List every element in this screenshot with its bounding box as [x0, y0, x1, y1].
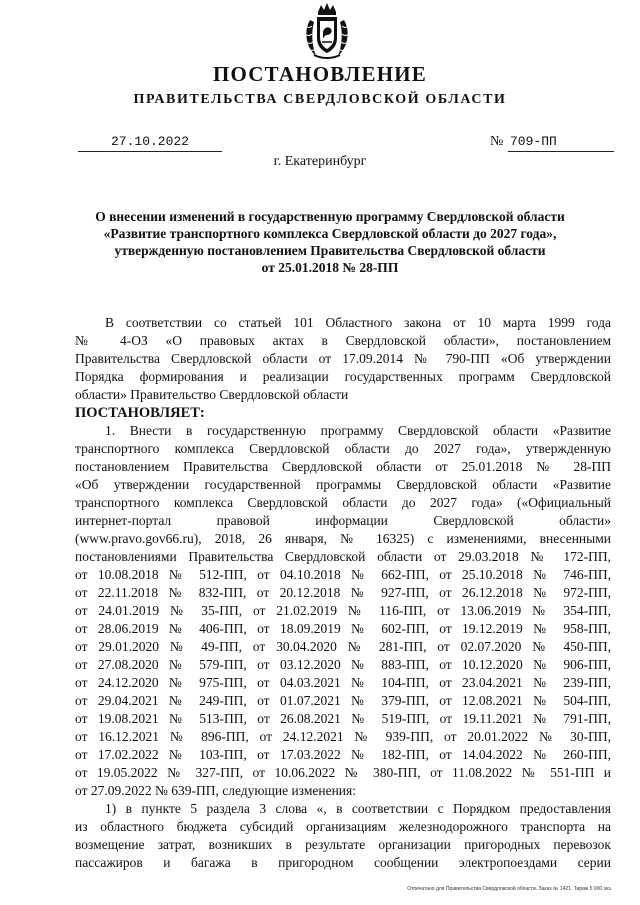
coat-of-arms-icon — [302, 2, 352, 60]
body-line: (www.pravo.gov66.ru), 2018, 26 января, № 16325) с изменениями, внесенными — [75, 531, 611, 546]
heading-line: «Развитие транспортного комплекса Свердловской области до 2027 года», — [103, 226, 557, 241]
document-body — [75, 314, 611, 872]
body-line: возмещение затрат, возникших в результате организации пригородных перевозок — [75, 837, 611, 852]
body-line: от 17.02.2022 № 103-ПП, от 17.03.2022 № 182-ПП, от 14.04.2022 № 260-ПП, — [75, 747, 611, 762]
body-line: 1. Внести в государственную программу Свердловской области «Развитие — [105, 423, 611, 438]
body-line: пассажиров и багажа в пригородном сообщении электропоездами серии — [75, 855, 611, 870]
body-line: Порядка формирования и реализации государственных программ Свердловской — [75, 369, 611, 384]
body-line: транспортного комплекса Свердловской области до 2027 года», утвержденную — [75, 441, 611, 456]
body-line: от 10.08.2018 № 512-ПП, от 04.10.2018 № 662-ПП, от 25.10.2018 № 746-ПП, — [75, 567, 611, 582]
body-line: от 24.01.2019 № 35-ПП, от 21.02.2019 № 116-ПП, от 13.06.2019 № 354-ПП, — [75, 603, 611, 618]
document-number-label: № — [490, 134, 504, 149]
document-city: г. Екатеринбург — [273, 154, 367, 169]
body-line: Правительства Свердловской области от 17.09.2014 № 790-ПП «Об утверждении — [75, 351, 611, 366]
body-line: интернет-портал правовой информации Свердловской области» — [75, 513, 611, 528]
body-line: постановлениями Правительства Свердловской области от 29.03.2018 № 172-ПП, — [75, 549, 611, 564]
body-line: от 28.06.2019 № 406-ПП, от 18.09.2019 № 602-ПП, от 19.12.2019 № 958-ПП, — [75, 621, 611, 636]
body-line: 1) в пункте 5 раздела 3 слова «, в соответствии с Порядком предоставления — [105, 801, 611, 816]
body-line: от 19.05.2022 № 327-ПП, от 10.06.2022 № 380-ПП, от 11.08.2022 № 551-ПП и — [75, 765, 611, 780]
body-line: от 29.04.2021 № 249-ПП, от 01.07.2021 № 379-ПП, от 12.08.2021 № 504-ПП, — [75, 693, 611, 708]
resolution-keyword: ПОСТАНОВЛЯЕТ: — [75, 405, 205, 421]
body-line: от 24.12.2020 № 975-ПП, от 04.03.2021 № 104-ПП, от 23.04.2021 № 239-ПП, — [75, 675, 611, 690]
document-number: 709-ПП — [508, 134, 614, 152]
heading-line: О внесении изменений в государственную программу Свердловской области — [95, 209, 565, 224]
body-line: от 27.09.2022 № 639-ПП, следующие изменения: — [75, 783, 356, 798]
body-line: от 27.08.2020 № 579-ПП, от 03.12.2020 № 883-ПП, от 10.12.2020 № 906-ПП, — [75, 657, 611, 672]
heading-line: утвержденную постановлением Правительства Свердловской области — [114, 243, 546, 258]
body-line: транспортного комплекса Свердловской области до 2027 года» («Официальный — [75, 495, 611, 510]
body-line: от 19.08.2021 № 513-ПП, от 26.08.2021 № 519-ПП, от 19.11.2021 № 791-ПП, — [75, 711, 611, 726]
body-line: от 16.12.2021 № 896-ПП, от 24.12.2021 № 939-ПП, от 20.01.2022 № 30-ПП, — [75, 729, 611, 744]
document-date: 27.10.2022 — [78, 134, 222, 152]
body-line: от 22.11.2018 № 832-ПП, от 20.12.2018 № 927-ПП, от 26.12.2018 № 972-ПП, — [75, 585, 611, 600]
body-line: «Об утверждении государственной программы Свердловской области «Развитие — [75, 477, 611, 492]
document-subtitle: ПРАВИТЕЛЬСТВА СВЕРДЛОВСКОЙ ОБЛАСТИ — [133, 92, 507, 107]
heading-line: от 25.01.2018 № 28-ПП — [261, 260, 399, 275]
body-line: постановлением Правительства Свердловской области от 25.01.2018 № 28-ПП — [75, 459, 611, 474]
body-line: № 4-ОЗ «О правовых актах в Свердловской области», постановлением — [75, 333, 611, 348]
body-line: области» Правительство Свердловской области — [75, 387, 349, 402]
body-line: из областного бюджета субсидий организациям железнодорожного транспорта на — [75, 819, 611, 834]
document-heading — [60, 208, 600, 276]
body-line: от 29.01.2020 № 49-ПП, от 30.04.2020 № 281-ПП, от 02.07.2020 № 450-ПП, — [75, 639, 611, 654]
document-title: ПОСТАНОВЛЕНИЕ — [212, 62, 428, 86]
print-footer: Отпечатано для Правительства Свердловской области. Заказ № 1421. Тираж 5 000 экз. — [407, 886, 612, 892]
body-line: В соответствии со статьей 101 Областного закона от 10 марта 1999 года — [105, 315, 611, 330]
